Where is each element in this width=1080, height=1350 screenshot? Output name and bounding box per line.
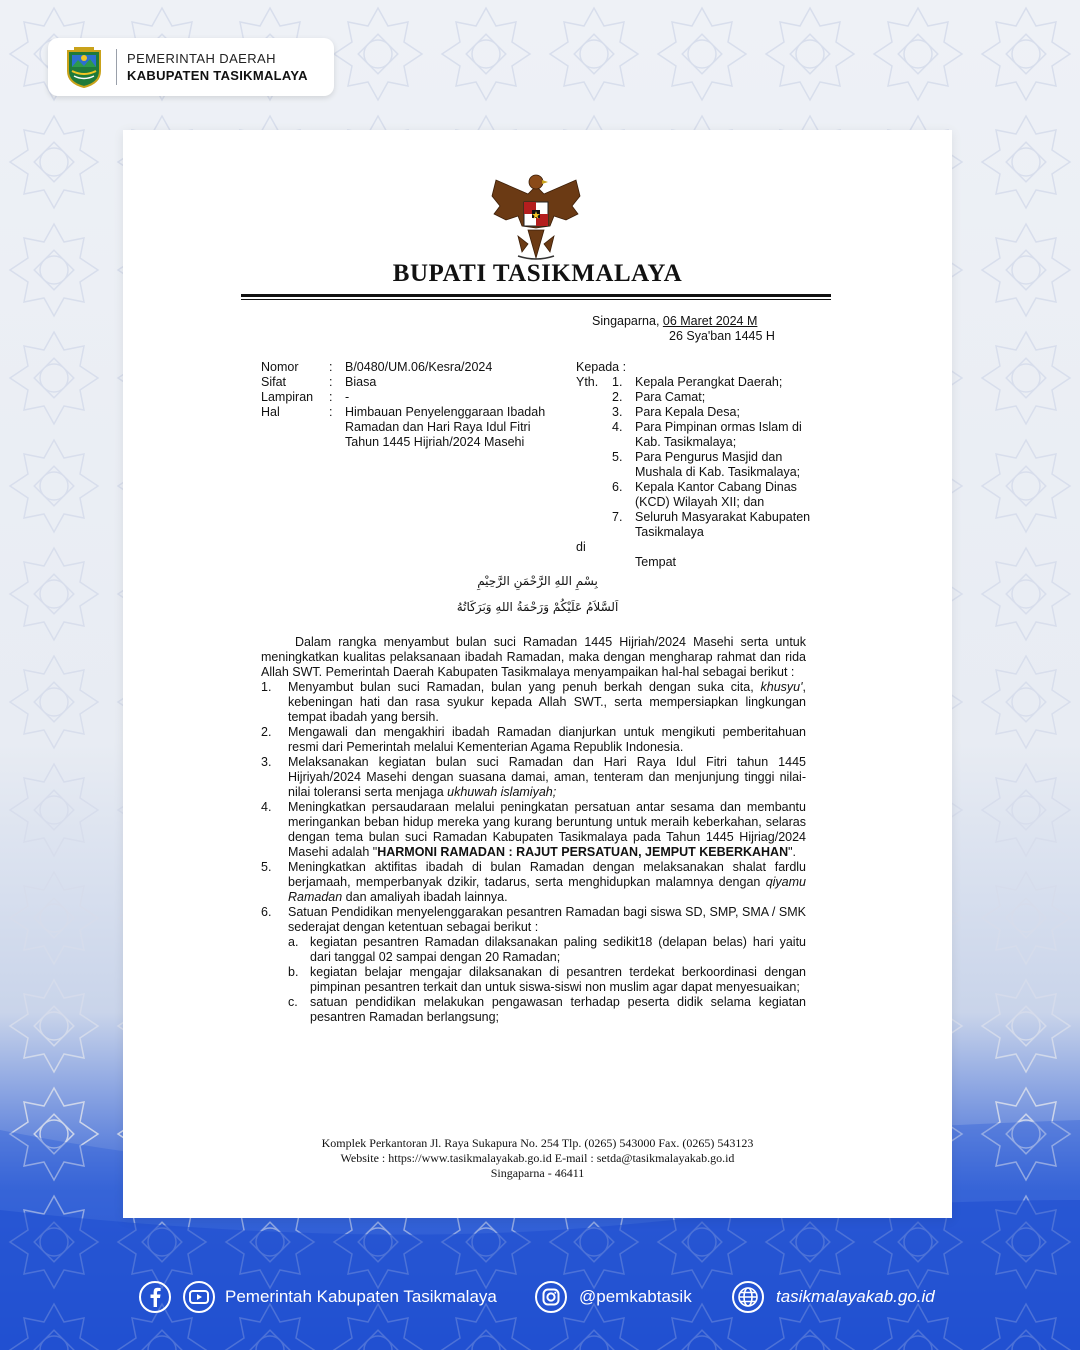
recipients-block [576,360,821,540]
social-instagram[interactable] [534,1276,692,1318]
meta-value: - [345,390,350,404]
point-item: 3. Melaksanakan kegiatan bulan suci Ramadan dan Hari Raya Idul Fitri tahun 1445 Hijriyah/2024 Masehi dengan suasana damai, aman, tenteram dan menjunjung tinggi nilai-nilai toleransi serta menjaga ukhuwah islamiyah; [261,755,806,799]
header-line2: KABUPATEN TASIKMALAYA [127,68,308,83]
header-badge [48,38,334,96]
sub-point-item: a. kegiatan pesantren Ramadan dilaksanakan paling sedikit18 (delapan belas) hari yaitu dari tanggal 02 sampai dengan 20 Ramadan; [288,935,806,964]
di-label: di [576,540,586,554]
points-list [261,680,806,1025]
meta-value: B/0480/UM.06/Kesra/2024 [345,360,493,374]
recipient-item: 7. Seluruh Masyarakat Kabupaten Tasikmalaya [612,510,811,539]
recipient-item: 1. Kepala Perangkat Daerah; [612,375,783,389]
hijri-date: 26 Sya'ban 1445 H [669,329,775,343]
tempat-label: Tempat [635,555,676,569]
sub-point-item: b. kegiatan belajar mengajar dilaksanakan di pesantren terdekat berkoordinasi dengan pimpinan pesantren terkait dan untuk siswa-siswi non muslim agar dapat menyesuaikan; [288,965,806,994]
gregorian-date: 06 Maret 2024 M [662,314,758,328]
facebook-icon[interactable] [138,1280,172,1314]
instagram-icon[interactable] [534,1280,568,1314]
letter-document [123,130,952,1218]
meta-key: Sifat [261,375,287,389]
title-rule-thick [241,294,831,297]
intro-paragraph: Dalam rangka menyambut bulan suci Ramadan 1445 Hijriah/2024 Masehi serta untuk meningkatkan kualitas pelaksanaan ibadah Ramadan, maka dengan mengharap rahmat dan rida Allah SWT. Pemerintah Daerah Kabupaten Tasikmalaya menyampaikan hal-hal sebagai berikut : [261,635,806,679]
meta-row: Lampiran : - [261,390,559,405]
facebook-youtube-label[interactable]: Pemerintah Kabupaten Tasikmalaya [225,1287,497,1306]
header-line1: PEMERINTAH DAERAH [127,51,276,66]
youtube-icon[interactable] [182,1280,216,1314]
footer-contact: Website : https://www.tasikmalayakab.go.id E-mail : setda@tasikmalayakab.go.id [340,1151,735,1165]
meta-key: Lampiran [261,390,314,404]
letter-meta [261,360,559,450]
point-item: 2. Mengawali dan mengakhiri ibadah Ramadan dianjurkan untuk mengikuti pemberitahuan resmi dari Pemerintah melalui Kementerian Agama Republik Indonesia. [261,725,806,754]
meta-key: Hal [261,405,280,419]
meta-value: Biasa [345,375,377,389]
recipient-list [612,375,821,540]
recipient-item: 5. Para Pengurus Masjid dan Mushala di Kab. Tasikmalaya; [612,450,801,479]
meta-row: Nomor : B/0480/UM.06/Kesra/2024 [261,360,559,375]
letter-place-date [592,314,757,329]
letter-title: BUPATI TASIKMALAYA [392,260,683,287]
letter-body [261,635,806,1025]
point-item: 4. Meningkatkan persaudaraan melalui peningkatan persatuan antar sesama dan membantu meringankan beban hidup mereka yang kurang beruntung untuk meraih keberkahan, selaras dengan tema bulan suci Ramadan Kabupaten Tasikmalaya pada Tahun 1445 Hijriag/2024 Masehi adalah "HARMONI RAMADAN : RAJUT PERSATUAN, JEMPUT KEBERKAHAN". [261,800,806,859]
footer-city: Singaparna - 46411 [490,1166,585,1180]
recipient-item: 3. Para Kepala Desa; [612,405,740,419]
place: Singaparna, [592,314,663,328]
salam: اَلسَّلاَمُ عَلَيْكُمْ وَرَحْمَةُ اللهِ وَبَرَكَاتُهُ [456,600,619,614]
globe-icon[interactable] [731,1280,765,1314]
meta-row: Sifat : Biasa [261,375,559,390]
letter-footer [123,1136,952,1180]
tasikmalaya-logo-icon [64,45,104,89]
footer-address: Komplek Perkantoran Jl. Raya Sukapura No. 254 Tlp. (0265) 543000 Fax. (0265) 543123 [321,1136,754,1150]
meta-row: Hal : Himbauan Penyelenggaraan Ibadah Ramadan dan Hari Raya Idul Fitri Tahun 1445 Hijriah/2024 Masehi [261,405,559,450]
social-bar [0,1276,1080,1318]
meta-value: Himbauan Penyelenggaraan Ibadah Ramadan dan Hari Raya Idul Fitri Tahun 1445 Hijriah/2024 Masehi [345,405,546,449]
social-facebook-youtube[interactable] [138,1276,497,1318]
to-label: Kepada : [576,360,627,374]
recipient-item: 4. Para Pimpinan ormas Islam di Kab. Tasikmalaya; [612,420,802,449]
point-item: 1. Menyambut bulan suci Ramadan, bulan yang penuh berkah dengan suka cita, khusyu', kebeningan hati dan rasa syukur kepada Allah SWT., serta mempersiapkan lingkungan tempat ibadah yang bersih. [261,680,806,724]
garuda-emblem-icon [488,166,584,264]
point-item: 6. Satuan Pendidikan menyelenggarakan pesantren Ramadan bagi siswa SD, SMP, SMA / SMK sederajat dengan ketentuan sebagai berikut : a. kegiatan pesantren Ramadan dilaksanakan paling sedikit18 (delapan belas) hari yaitu dari tanggal 02 sampai dengan 20 Ramadan; b. kegiatan belajar mengajar dilaksanakan di pesantren terdekat berkoordinasi dengan pimpinan pesantren terkait dan untuk siswa-siswi non muslim agar dapat menyesuaikan; c. satuan pendidikan melakukan pengawasan terhadap peserta didik selama kegiatan pesantren Ramadan berlangsung; [261,905,806,1024]
recipient-item: 6. Kepala Kantor Cabang Dinas (KCD) Wilayah XII; dan [612,480,797,509]
meta-key: Nomor [261,360,299,374]
header-divider [116,49,117,85]
website-label[interactable]: tasikmalayakab.go.id [776,1287,935,1306]
sub-points-list [288,935,806,1025]
yth-label: Yth. [576,375,599,389]
social-website[interactable] [731,1276,935,1318]
instagram-label[interactable]: @pemkabtasik [579,1287,692,1306]
bismillah: بِسْمِ اللهِ الرَّحْمَنِ الرَّحِيْمِ [477,574,598,588]
recipient-item: 2. Para Camat; [612,390,706,404]
title-rule-thin [241,299,831,300]
sub-point-item: c. satuan pendidikan melakukan pengawasan terhadap peserta didik selama kegiatan pesantren Ramadan berlangsung; [288,995,806,1024]
point-item: 5. Meningkatkan aktifitas ibadah di bulan Ramadan dengan melaksanakan shalat fardlu berjamaah, memperbanyak dzikir, tadarus, serta menghidupkan malamnya dengan qiyamu Ramadan dan amaliyah ibadah lainnya. [261,860,806,904]
